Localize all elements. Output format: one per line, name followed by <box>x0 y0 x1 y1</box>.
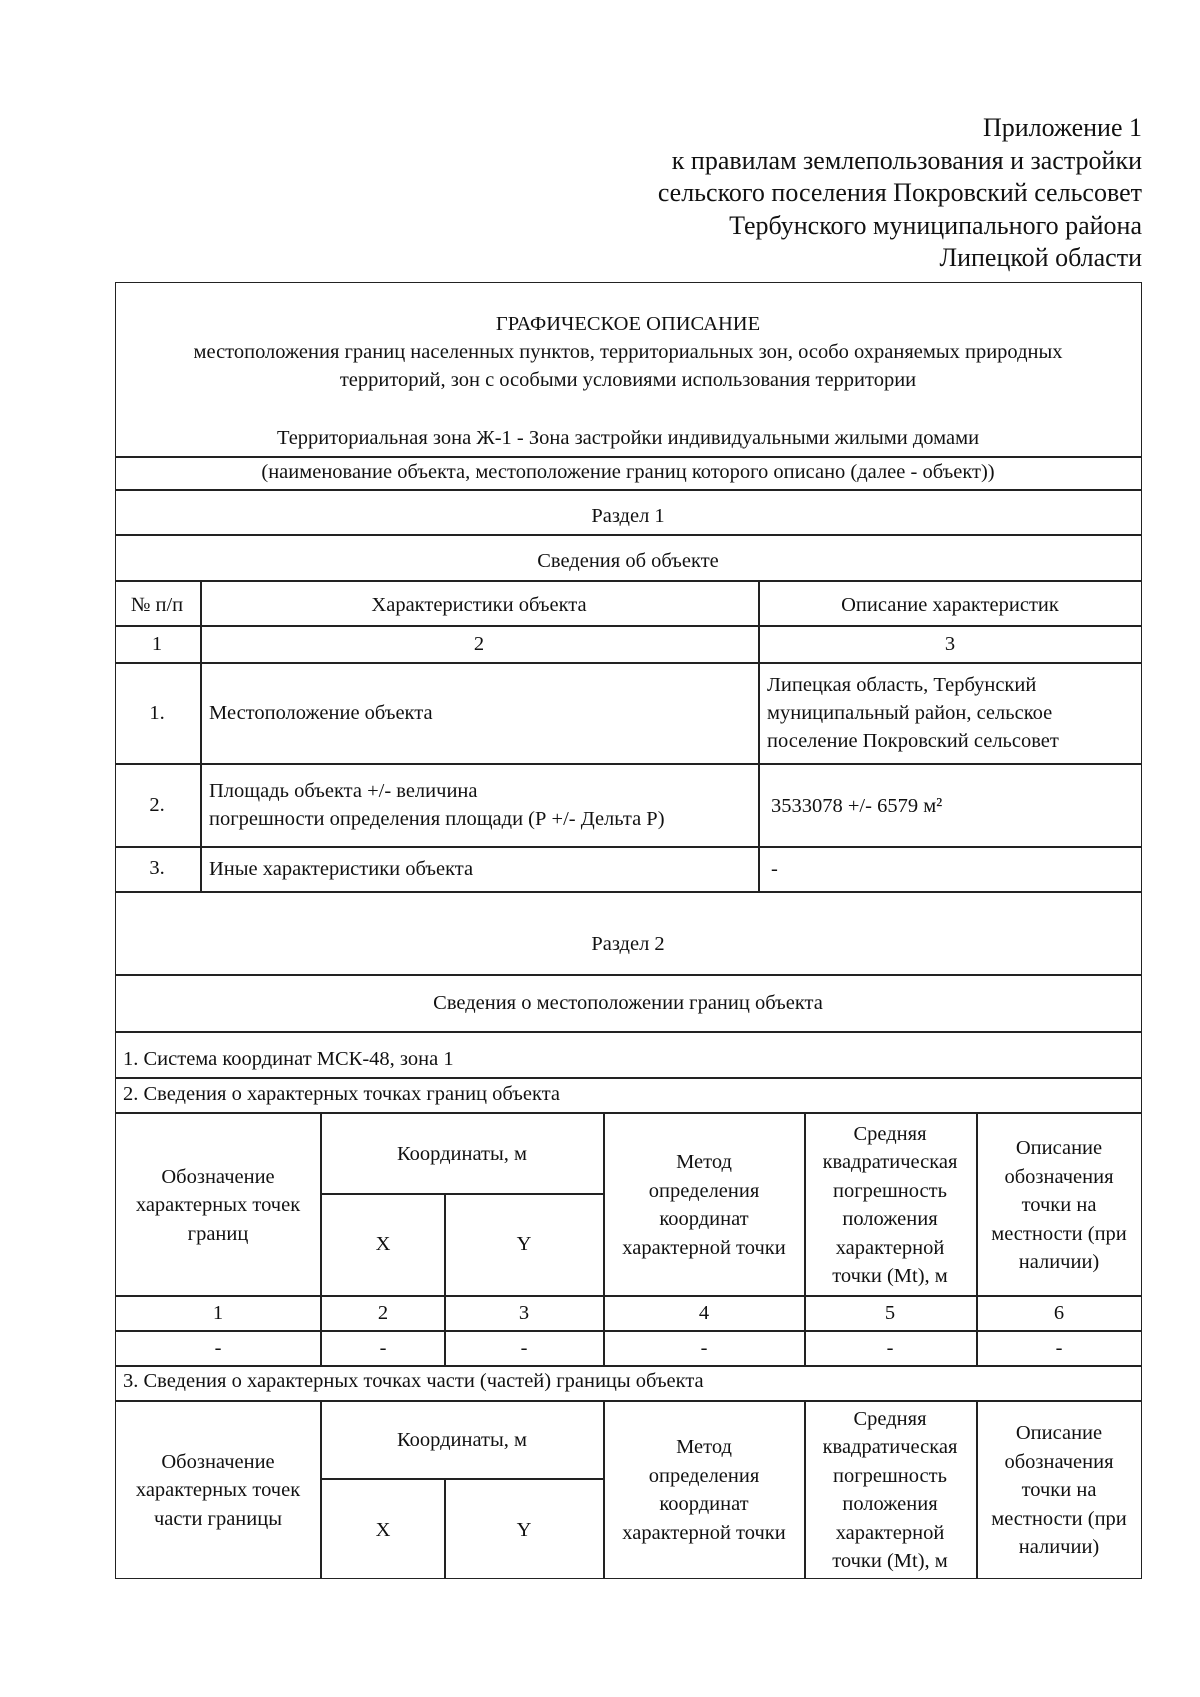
method-header: координат <box>659 1493 749 1516</box>
table-rule <box>115 846 1142 848</box>
table-rule <box>115 763 1142 765</box>
error-header: Средняя <box>853 1122 927 1145</box>
table-rule <box>115 1077 1142 1079</box>
table-rule <box>200 580 202 891</box>
error-header: квадратическая <box>822 1436 958 1459</box>
table-rule <box>444 1193 446 1365</box>
empty-cell: - <box>1055 1337 1063 1359</box>
column-number: 5 <box>884 1302 896 1324</box>
error-header: Средняя <box>853 1407 927 1430</box>
y-header: Y <box>516 1519 532 1541</box>
part-points-title: 3. Сведения о характерных точках части (частей) границы объекта <box>123 1370 704 1392</box>
row-characteristic: Местоположение объекта <box>209 702 433 724</box>
row-number: 3. <box>149 857 165 879</box>
doc-title-line: территорий, зон с особыми условиями использования территории <box>339 369 917 391</box>
header-line: Липецкой области <box>939 243 1142 272</box>
table-rule <box>758 580 760 891</box>
empty-cell: - <box>379 1337 387 1359</box>
table-rule <box>115 891 1142 893</box>
table-rule <box>804 1400 806 1579</box>
table-rule <box>115 489 1142 491</box>
table-rule <box>115 1400 1142 1402</box>
header-line: Тербунского муниципального района <box>729 210 1142 240</box>
method-header: Метод <box>676 1151 732 1174</box>
coords-header: Координаты, м <box>396 1143 528 1165</box>
column-header: Характеристики объекта <box>371 594 587 616</box>
method-header: определения <box>648 1464 760 1487</box>
method-header: Метод <box>676 1436 732 1459</box>
error-header: погрешность <box>833 1179 947 1202</box>
table-rule <box>603 1400 605 1579</box>
doc-title: ГРАФИЧЕСКОЕ ОПИСАНИЕ <box>495 313 761 335</box>
column-number: 6 <box>1053 1302 1065 1324</box>
doc-title-line: местоположения границ населенных пунктов, территориальных зон, особо охраняемых природных <box>193 341 1063 363</box>
method-header: координат <box>659 1208 749 1231</box>
table-rule <box>603 1112 605 1365</box>
method-header: характерной точки <box>622 1521 786 1544</box>
table-rule <box>115 974 1142 976</box>
coords-header: Координаты, м <box>396 1429 528 1451</box>
error-header: точки (Mt), м <box>832 1550 948 1573</box>
column-header: Описание характеристик <box>841 594 1059 616</box>
place-desc-header: местности (при <box>991 1222 1127 1245</box>
coord-system: 1. Система координат МСК-48, зона 1 <box>123 1048 454 1070</box>
row-number: 1. <box>149 702 165 724</box>
error-header: характерной <box>835 1521 945 1544</box>
table-rule <box>115 1295 1142 1297</box>
table-rule <box>115 534 1142 536</box>
header-line: Приложение 1 <box>982 113 1142 142</box>
table-rule <box>115 1031 1142 1033</box>
empty-cell: - <box>700 1337 708 1359</box>
column-number: 1 <box>212 1302 224 1324</box>
method-header: определения <box>648 1179 760 1202</box>
row-description: муниципальный район, сельское <box>767 702 1053 724</box>
column-number: 2 <box>377 1302 389 1324</box>
table-rule <box>320 1193 603 1195</box>
row-characteristic: Иные характеристики объекта <box>209 858 474 880</box>
part-points-col-header: характерных точек <box>135 1479 301 1501</box>
place-desc-header: наличии) <box>1018 1536 1100 1558</box>
header-line: к правилам землепользования и застройки <box>671 145 1142 175</box>
zone-name: Территориальная зона Ж-1 - Зона застройки индивидуальными жилыми домами <box>276 427 980 449</box>
y-header: Y <box>516 1233 532 1255</box>
column-number: 4 <box>698 1302 710 1324</box>
place-desc-header: наличии) <box>1018 1251 1100 1273</box>
empty-cell: - <box>214 1337 222 1359</box>
place-desc-header: Описание <box>1015 1137 1103 1159</box>
error-header: характерной <box>835 1236 945 1259</box>
document-header <box>658 112 1142 275</box>
row-characteristic: погрешности определения площади (Р +/- Дельта Р) <box>209 808 665 830</box>
error-header: положения <box>842 1493 938 1516</box>
place-desc-header: точки на <box>1021 1194 1097 1216</box>
section-title: Раздел 2 <box>591 933 665 955</box>
error-header: погрешность <box>833 1464 947 1487</box>
table-rule <box>115 1330 1142 1332</box>
row-description: 3533078 +/- 6579 м² <box>771 795 943 817</box>
table-rule <box>976 1112 978 1365</box>
row-number: 2. <box>149 794 165 816</box>
column-number: 1 <box>151 633 163 655</box>
section-subtitle: Сведения об объекте <box>537 550 719 572</box>
column-header: № п/п <box>130 594 184 616</box>
table-rule <box>444 1478 446 1579</box>
column-number: 2 <box>473 633 485 655</box>
place-desc-header: обозначения <box>1004 1450 1114 1473</box>
table-rule <box>320 1112 322 1365</box>
place-desc-header: Описание <box>1015 1422 1103 1444</box>
error-header: квадратическая <box>822 1151 958 1174</box>
points-col-header: характерных точек <box>135 1194 301 1216</box>
row-description: - <box>771 858 778 880</box>
points-title: 2. Сведения о характерных точках границ объекта <box>123 1083 561 1105</box>
section-title: Раздел 1 <box>591 505 665 527</box>
part-points-col-header: части границы <box>153 1507 283 1530</box>
method-header: характерной точки <box>622 1236 786 1259</box>
part-points-col-header: Обозначение <box>161 1450 275 1473</box>
row-description: поселение Покровский сельсовет <box>767 730 1059 752</box>
object-caption: (наименование объекта, местоположение границ которого описано (далее - объект)) <box>261 461 995 483</box>
column-number: 3 <box>518 1302 530 1324</box>
table-rule <box>115 1112 1142 1114</box>
place-desc-header: обозначения <box>1004 1165 1114 1188</box>
place-desc-header: точки на <box>1021 1479 1097 1501</box>
place-desc-header: местности (при <box>991 1507 1127 1530</box>
column-number: 3 <box>944 633 956 655</box>
x-header: X <box>375 1519 391 1541</box>
error-header: положения <box>842 1208 938 1231</box>
x-header: X <box>375 1233 391 1255</box>
error-header: точки (Mt), м <box>832 1265 948 1288</box>
points-col-header: Обозначение <box>161 1165 275 1188</box>
table-rule <box>976 1400 978 1579</box>
section-subtitle: Сведения о местоположении границ объекта <box>433 992 823 1014</box>
table-rule <box>115 662 1142 664</box>
points-col-header: границ <box>187 1222 249 1245</box>
empty-cell: - <box>886 1337 894 1359</box>
table-rule <box>320 1478 603 1480</box>
table-rule <box>804 1112 806 1365</box>
empty-cell: - <box>520 1337 528 1359</box>
row-characteristic: Площадь объекта +/- величина <box>209 780 478 802</box>
table-rule <box>115 580 1142 582</box>
row-description: Липецкая область, Тербунский <box>767 674 1037 696</box>
table-rule <box>115 625 1142 627</box>
table-rule <box>320 1400 322 1579</box>
header-line: сельского поселения Покровский сельсовет <box>657 178 1142 207</box>
